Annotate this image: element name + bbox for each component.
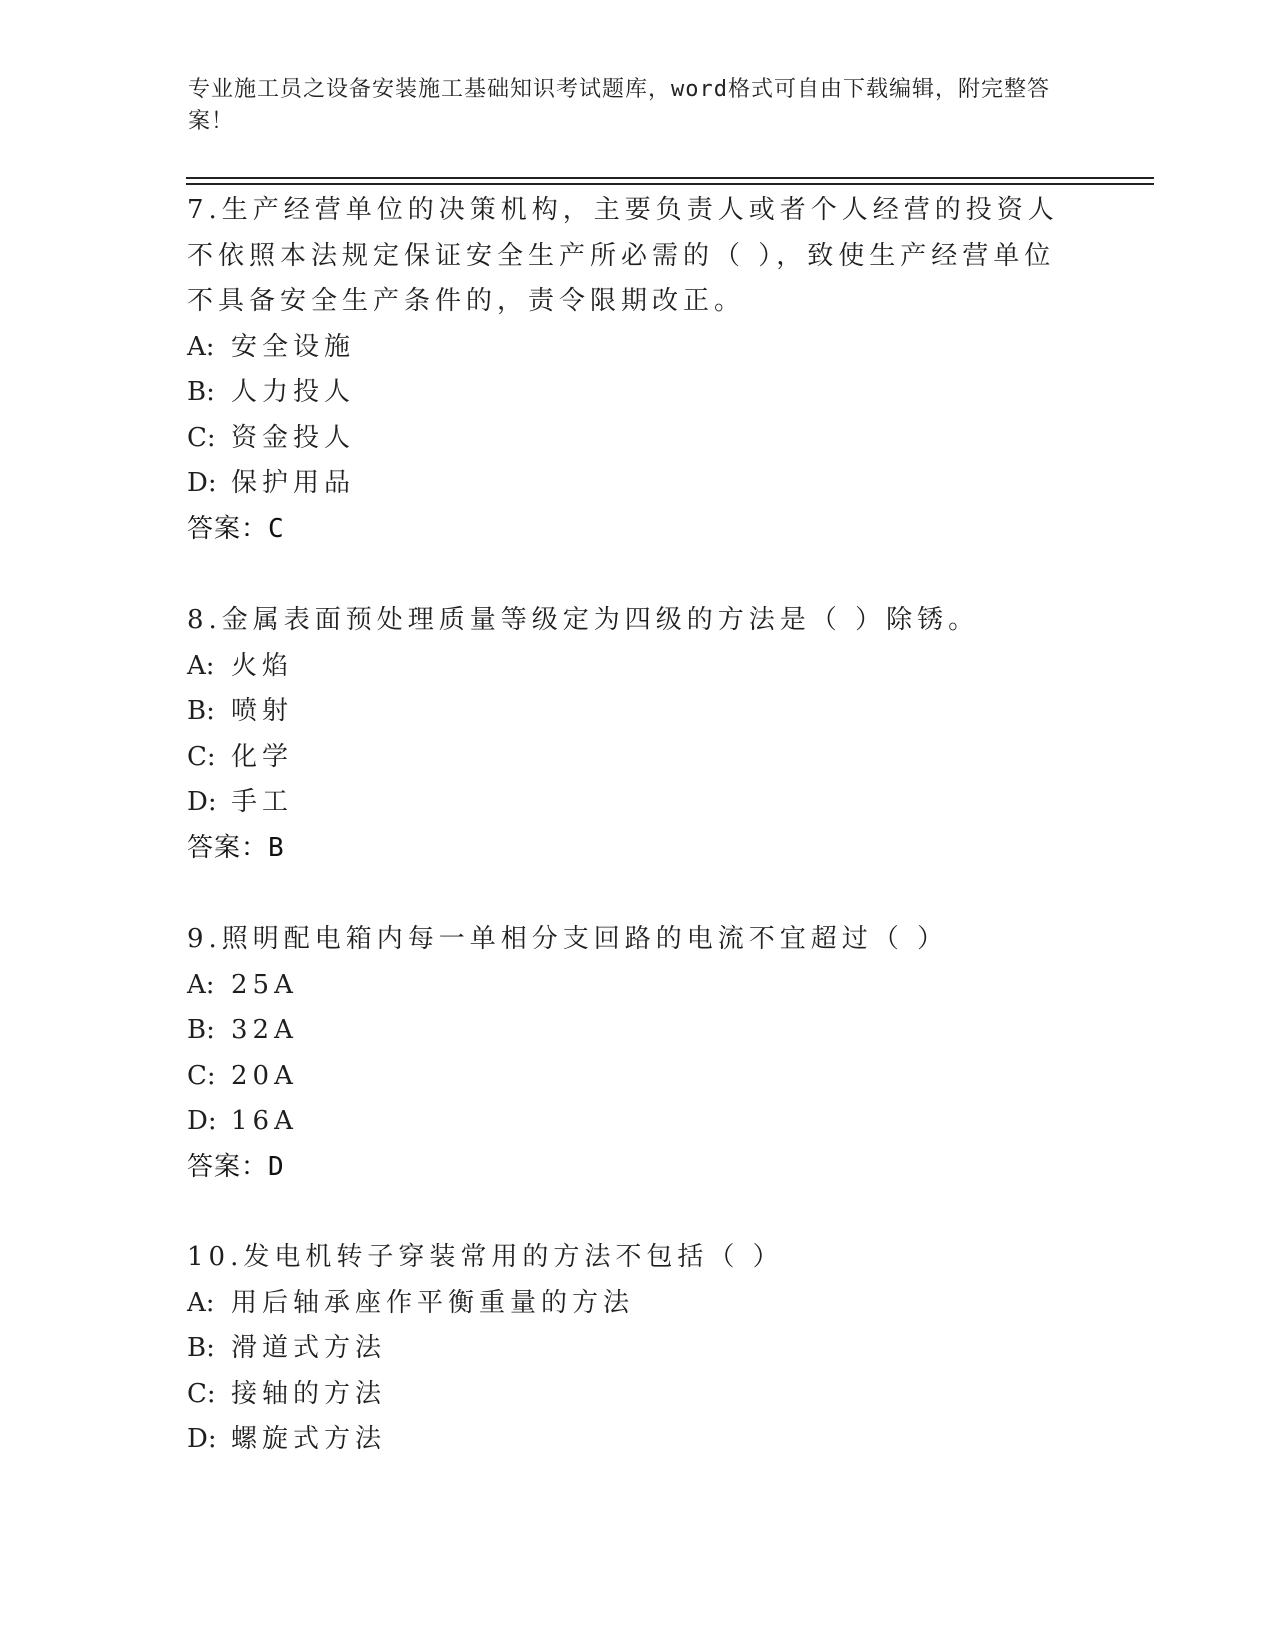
option-text: 16A [231,1106,298,1136]
option-letter: A: [187,969,215,1000]
answer-line [187,826,1087,872]
question-stem: 9.照明配电箱内每一单相分支回路的电流不宜超过（ ） [187,924,949,954]
option-letter: C: [187,422,216,453]
option-text: 人力投人 [231,377,356,407]
question-stem: 10.发电机转子穿装常用的方法不包括（ ） [187,1242,784,1272]
question-8 [187,598,1087,871]
option-d [187,461,1067,507]
header-divider-bottom [186,183,1154,185]
answer-line [187,1145,1087,1191]
answer-value: B [268,832,285,863]
option-b [187,370,1067,416]
option-letter: C: [187,1060,216,1091]
option-text: 保护用品 [231,468,356,498]
option-text: 32A [231,1015,298,1045]
option-c [187,1054,1087,1100]
answer-label: 答案： [187,513,269,544]
option-d [187,1099,1087,1145]
option-c [187,1372,1087,1418]
question-9 [187,917,1087,1190]
question-10 [187,1235,1087,1463]
option-letter: D: [187,1424,217,1454]
option-letter: B: [187,377,215,407]
option-letter: D: [187,787,217,817]
option-letter: A: [187,331,215,362]
header-divider-top [186,177,1154,179]
option-letter: B: [187,696,215,726]
option-text: 用后轴承座作平衡重量的方法 [231,1287,635,1318]
option-a [187,963,1087,1009]
option-c [187,735,1087,781]
answer-value: C [268,513,285,544]
option-text: 滑道式方法 [231,1333,387,1363]
option-a [187,325,1067,371]
option-letter: A: [187,650,215,681]
option-d [187,780,1087,826]
option-letter: C: [187,741,216,772]
option-b [187,1008,1087,1054]
option-letter: B: [187,1333,215,1363]
option-text: 喷射 [231,696,294,726]
option-text: 火焰 [231,650,294,681]
option-text: 25A [231,969,298,1000]
option-text: 资金投人 [231,422,356,453]
option-text: 接轴的方法 [231,1378,387,1409]
answer-line [187,507,1067,553]
document-header: 专业施工员之设备安装施工基础知识考试题库，word格式可自由下载编辑，附完整答案！ [188,77,1050,134]
option-text: 20A [231,1060,298,1091]
option-a [187,1281,1087,1327]
question-stem: 7.生产经营单位的决策机构，主要负责人或者个人经营的投资人不依照本法规定保证安全生产所必需的（ ），致使生产经营单位不具备安全生产条件的，责令限期改正。 [187,195,1059,316]
question-7 [187,188,1067,552]
option-letter: C: [187,1378,216,1409]
option-d [187,1417,1087,1463]
question-stem: 8.金属表面预处理质量等级定为四级的方法是（ ）除锈。 [187,605,980,635]
option-text: 手工 [231,787,294,817]
option-text: 螺旋式方法 [231,1424,387,1454]
option-letter: A: [187,1287,215,1318]
answer-label: 答案： [187,1151,269,1182]
option-b [187,689,1087,735]
option-text: 化学 [231,741,294,772]
option-a [187,644,1087,690]
option-b [187,1326,1087,1372]
answer-label: 答案： [187,832,269,863]
option-letter: D: [187,1106,217,1136]
option-letter: D: [187,468,217,498]
answer-value: D [268,1151,285,1182]
option-c [187,416,1067,462]
option-letter: B: [187,1015,215,1045]
option-text: 安全设施 [231,331,356,362]
